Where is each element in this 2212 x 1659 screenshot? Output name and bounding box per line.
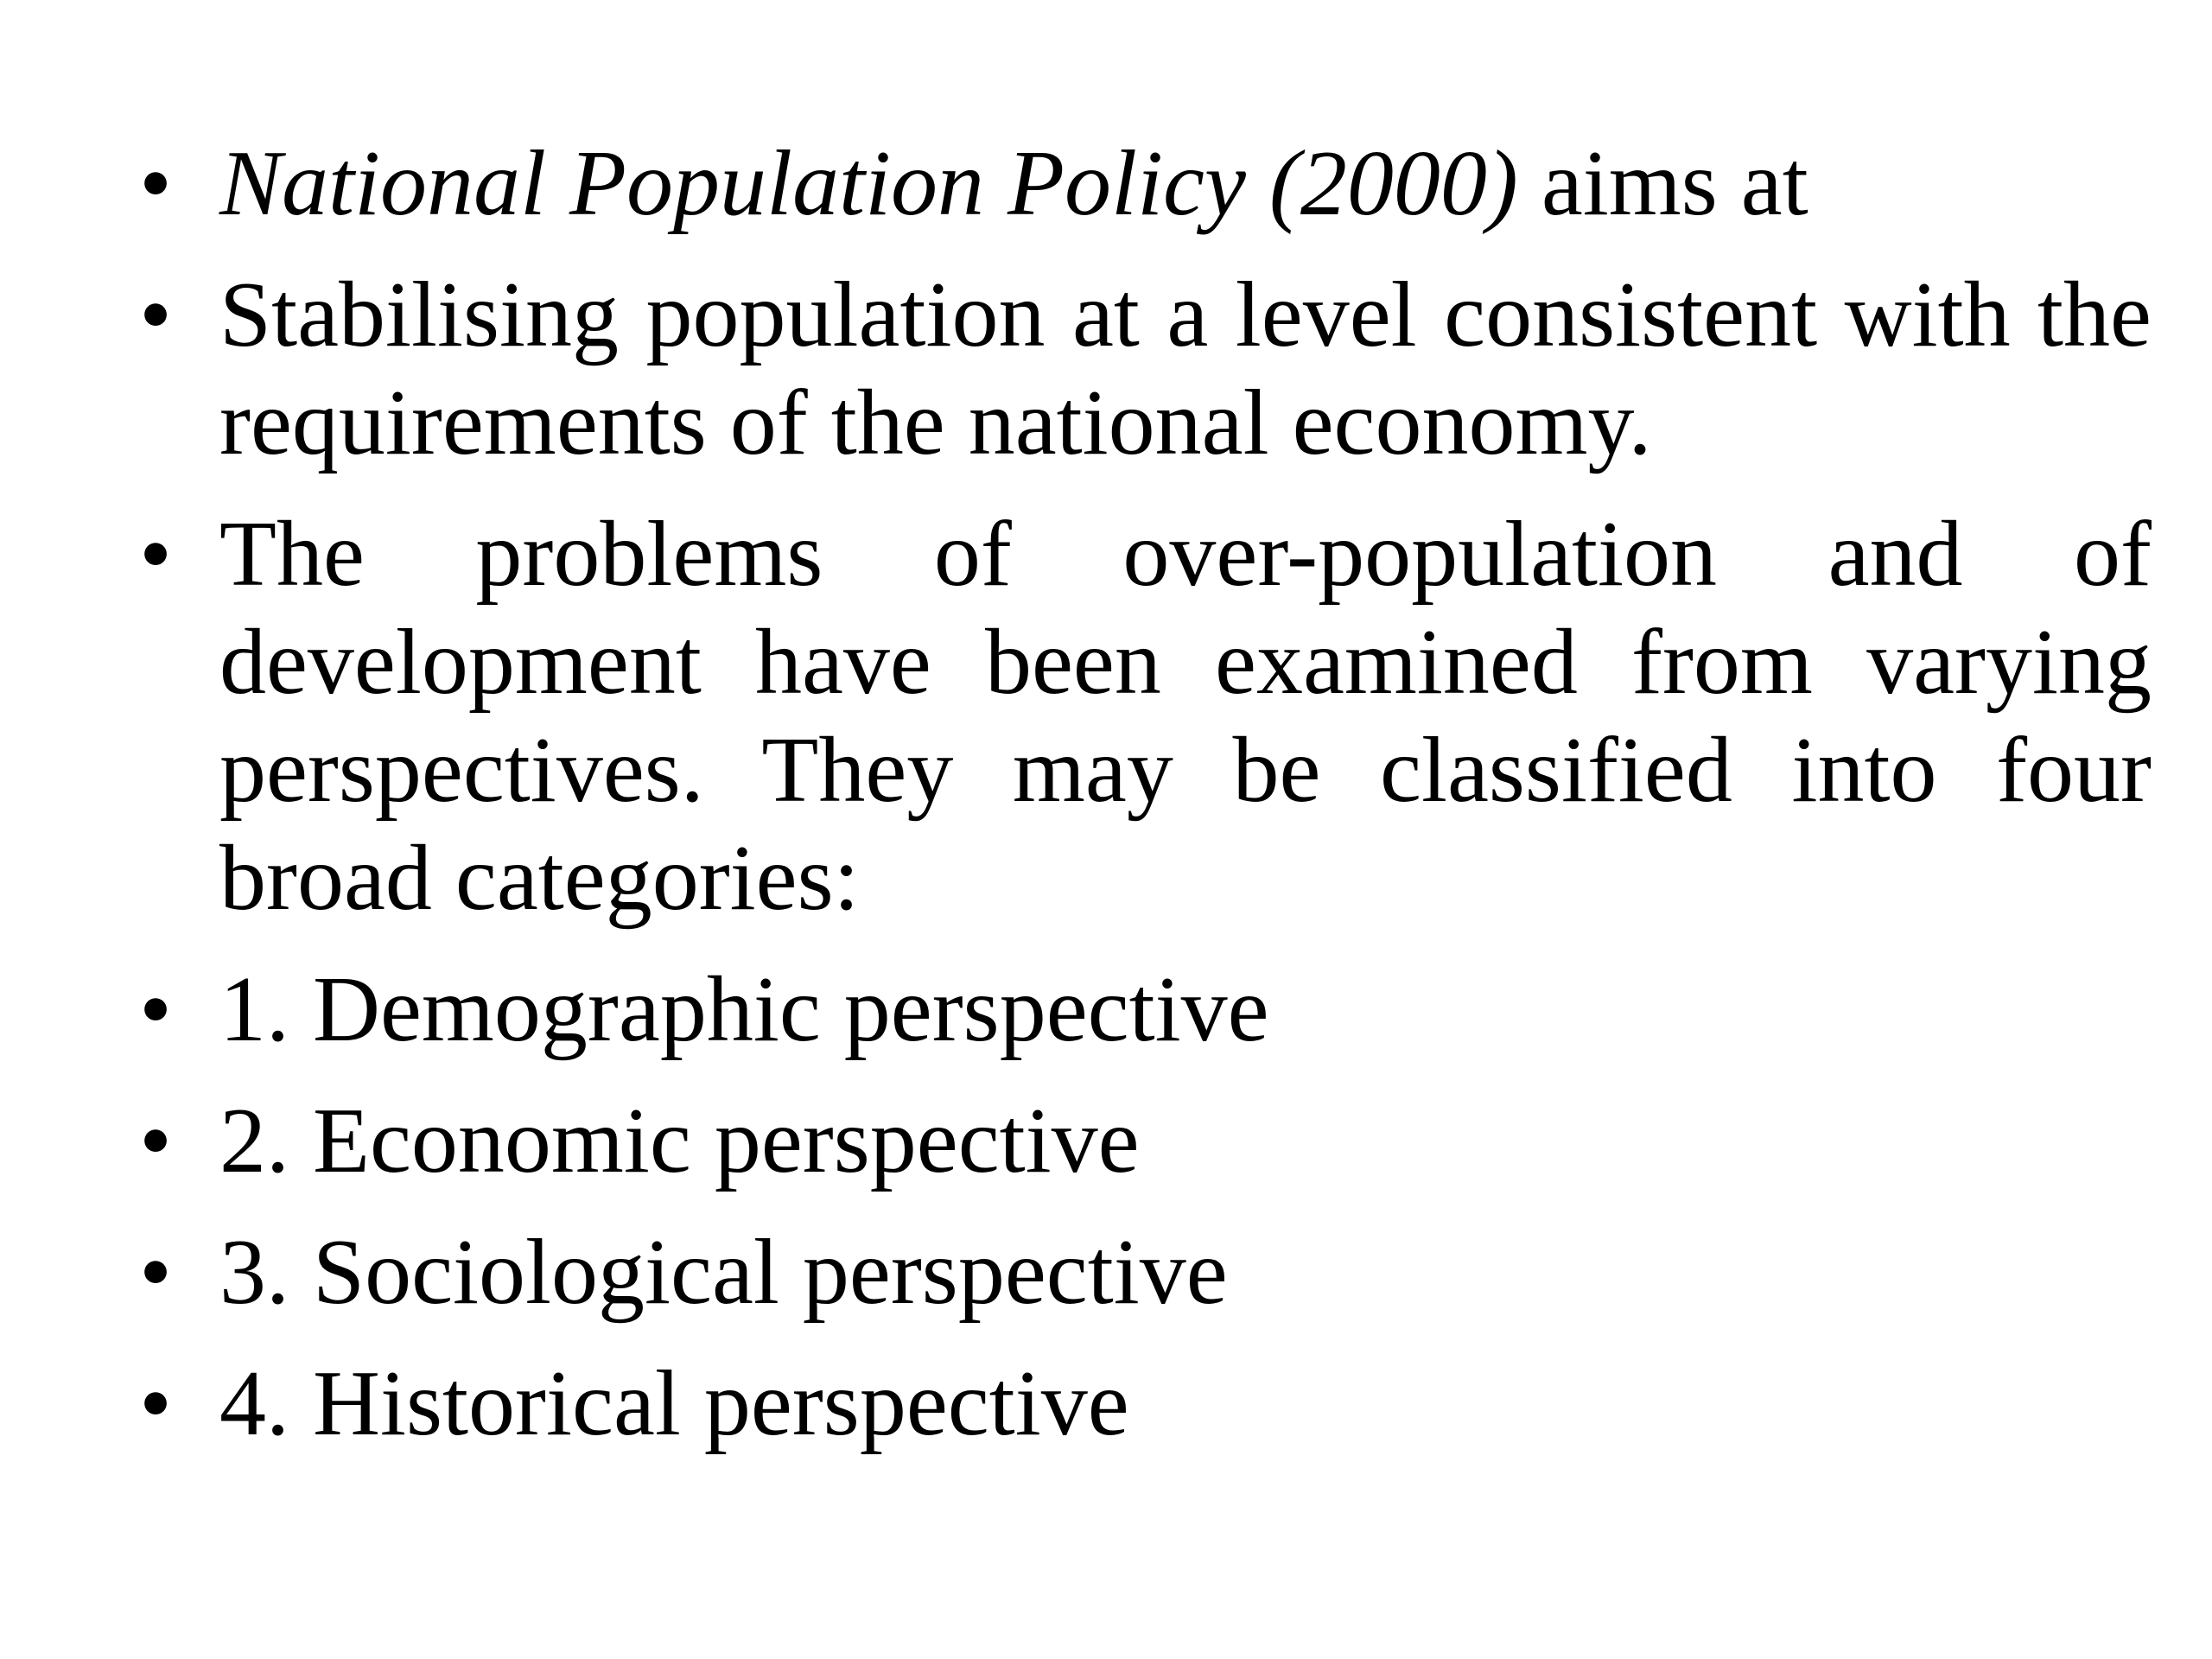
bullet-text: 4. Historical perspective bbox=[219, 1352, 1129, 1455]
bullet-dot: • bbox=[139, 264, 172, 366]
bullet-item-historical bbox=[130, 1350, 2152, 1458]
bullet-text: The problems of over-population and of development have been examined from varying perspectives. They may be classified into four broad categories: bbox=[219, 503, 2152, 930]
policy-title: National Population Policy (2000) bbox=[219, 132, 1518, 235]
bullet-item-demographic bbox=[130, 956, 2152, 1064]
bullet-item-economic bbox=[130, 1087, 2152, 1195]
bullet-text: 3. Sociological perspective bbox=[219, 1221, 1228, 1324]
bullet-dot: • bbox=[139, 1221, 172, 1324]
bullet-item-policy bbox=[130, 130, 2152, 238]
bullet-dot: • bbox=[139, 1352, 172, 1455]
bullet-item-problems bbox=[130, 500, 2152, 932]
bullet-item-stabilising bbox=[130, 261, 2152, 477]
bullet-dot: • bbox=[139, 503, 172, 606]
bullet-dot: • bbox=[139, 958, 172, 1061]
bullet-text: 1. Demographic perspective bbox=[219, 958, 1269, 1061]
bullet-dot: • bbox=[139, 132, 172, 235]
bullet-text: 2. Economic perspective bbox=[219, 1090, 1140, 1192]
bullet-list bbox=[130, 130, 2152, 1481]
bullet-dot: • bbox=[139, 1090, 172, 1192]
bullet-text: aims at bbox=[1517, 132, 1808, 235]
bullet-text: Stabilising population at a level consistent with the requirements of the national economy. bbox=[219, 264, 2152, 474]
bullet-item-sociological bbox=[130, 1218, 2152, 1326]
